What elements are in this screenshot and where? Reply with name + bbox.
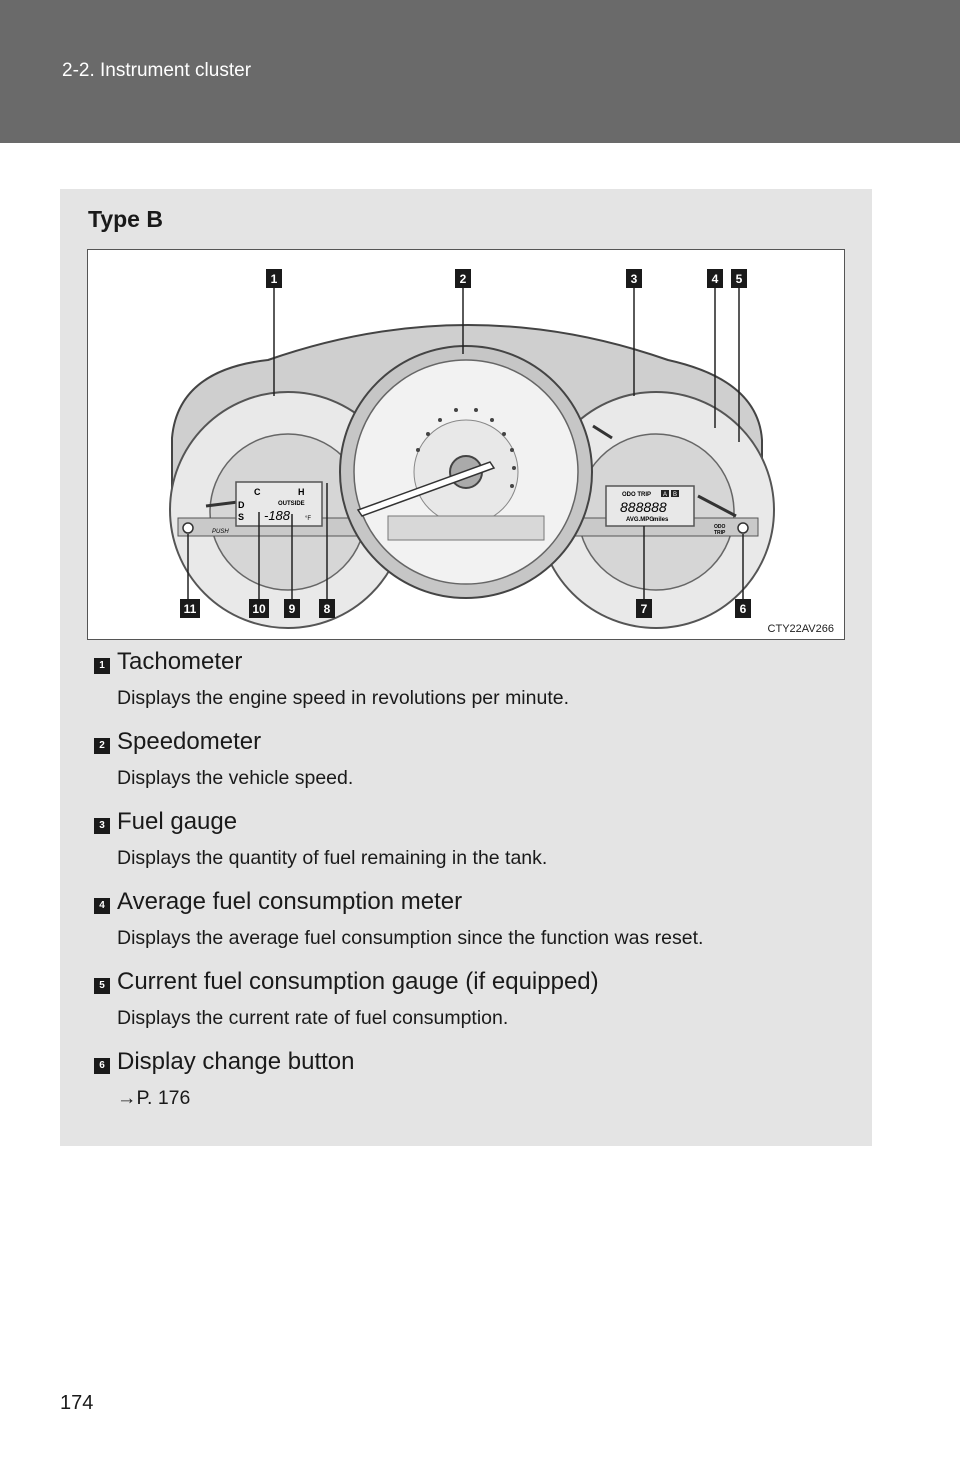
deg-f-label: °F <box>305 516 312 522</box>
callout-number-3: 3 <box>630 272 638 286</box>
callout-number-9: 9 <box>288 602 296 616</box>
callout-number-4: 4 <box>711 272 719 286</box>
item-number-badge: 6 <box>94 1058 110 1074</box>
item-title: Fuel gauge <box>117 808 238 835</box>
item-description: Displays the engine speed in revolutions per minute. <box>117 687 570 709</box>
item-title: Average fuel consumption meter <box>117 888 463 915</box>
temp-h-label: H <box>298 487 305 497</box>
item-title: Display change button <box>117 1048 355 1075</box>
header-title: 2-2. Instrument cluster <box>62 60 252 81</box>
callout-number-7: 7 <box>640 602 648 616</box>
item-number-badge: 1 <box>94 658 110 674</box>
item-title: Current fuel consumption gauge (if equipped) <box>117 968 599 995</box>
item-description: Displays the current rate of fuel consumption. <box>117 1007 509 1029</box>
callout-number-2: 2 <box>459 272 467 286</box>
odometer-digits: 888888 <box>620 499 667 515</box>
item-number-badge: 3 <box>94 818 110 834</box>
item-description: Displays the average fuel consumption since the function was reset. <box>117 927 704 949</box>
callout-number-5: 5 <box>735 272 743 286</box>
push-label: PUSH <box>212 529 229 535</box>
item-number-badge: 2 <box>94 738 110 754</box>
trip-b-label: B <box>673 492 678 498</box>
outside-label: OUTSIDE <box>278 501 305 507</box>
temp-c-label: C <box>254 487 261 497</box>
callout-number-8: 8 <box>323 602 331 616</box>
page-reference-link[interactable]: →P. 176 <box>117 1087 191 1109</box>
odo-button-label: ODO <box>714 524 726 530</box>
page-number: 174 <box>60 1392 94 1414</box>
odo-trip-label: ODO TRIP <box>622 492 652 498</box>
avg-mpg-label: AVG.MPG <box>626 517 654 523</box>
item-title: Tachometer <box>117 648 243 675</box>
callout-number-1: 1 <box>270 272 278 286</box>
callout-number-11: 11 <box>183 602 197 616</box>
miles-label: miles <box>653 517 669 523</box>
callout-number-10: 10 <box>252 602 266 616</box>
item-description: Displays the quantity of fuel remaining in the tank. <box>117 847 548 869</box>
instrument-cluster-figure <box>87 249 845 640</box>
page-header <box>0 0 960 143</box>
item-description: Displays the vehicle speed. <box>117 767 354 789</box>
trip-a-label: A <box>663 492 668 498</box>
cluster-illustration <box>88 250 846 641</box>
item-title: Speedometer <box>117 728 262 755</box>
item-number-badge: 5 <box>94 978 110 994</box>
outside-temp-value: -188 <box>264 508 291 523</box>
callout-number-6: 6 <box>739 602 747 616</box>
gear-d-label: D <box>238 500 245 510</box>
cluster-frame <box>170 325 774 628</box>
item-number-badge: 4 <box>94 898 110 914</box>
gear-s-label: S <box>238 512 245 522</box>
trip-button-label: TRIP <box>714 530 726 536</box>
type-label: Type B <box>88 206 163 232</box>
figure-code: CTY22AV266 <box>767 623 834 635</box>
